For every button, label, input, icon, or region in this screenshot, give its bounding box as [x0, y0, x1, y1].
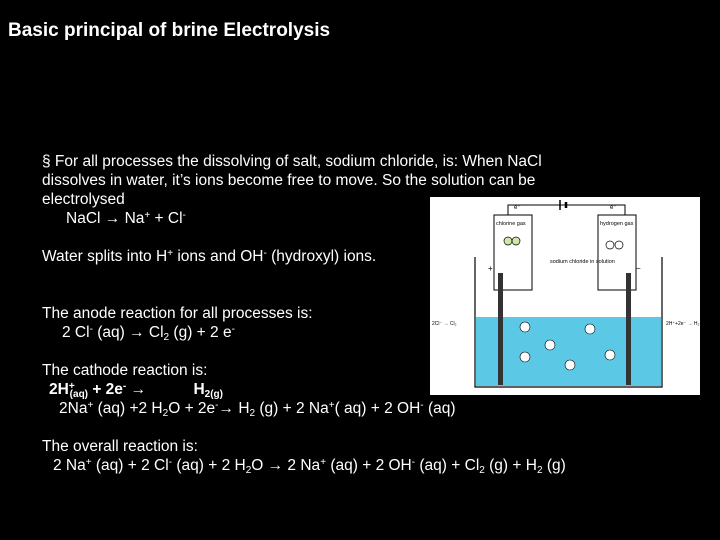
anode-plus-sign: + — [488, 264, 493, 273]
ion-oh-1 — [585, 324, 595, 334]
ion-cl-2 — [520, 352, 530, 362]
cathode-heading: The cathode reaction is: — [42, 362, 208, 379]
electrolysis-diagram — [430, 197, 700, 395]
cathode-equation-2: 2Na+ (aq) +2 $H_2O + 2e^-\to H_2$ (g) + 2 Na+( aq) + 2 OH- (aq) — [59, 400, 456, 419]
chlorine-gas-label: chlorine gas — [496, 221, 526, 227]
electrolysis-cell-illustration — [430, 197, 700, 395]
anode-equation: 2 Cl- $(aq) \to Cl_2$ (g) + 2 e- — [62, 324, 235, 343]
electron-label-top: e⁻ — [514, 205, 521, 211]
h2-molecule-right — [615, 241, 623, 249]
cl2-molecule-left — [504, 237, 512, 245]
overall-heading: The overall reaction is: — [42, 438, 198, 455]
anode-electrode — [498, 273, 503, 385]
intro-line-3: electrolysed — [42, 191, 125, 208]
intro-line-1: § For all processes the dissolving of salt, sodium chloride, is: When NaCl — [42, 153, 542, 170]
h2-molecule-left — [606, 241, 614, 249]
cathode-minus-sign: − — [636, 264, 641, 273]
intro-line-2: dissolves in water, it’s ions become free to move. So the solution can be — [42, 172, 536, 189]
electron-label-top-right: e⁻ — [610, 205, 617, 211]
cathode-electrode — [626, 273, 631, 385]
cathode-equation-1: $2H^+_{(aq)} + 2e^-$ → $H_{2(g)}$ — [49, 381, 223, 400]
cathode-reaction-label: 2H⁺+2e⁻ → H₂ — [666, 321, 700, 327]
hydrogen-gas-label: hydrogen gas — [600, 221, 634, 227]
anode-reaction-label: 2Cl⁻ → Cl₂ — [432, 321, 457, 327]
ion-cl-1 — [520, 322, 530, 332]
overall-equation: 2 Na+ (aq) + 2 Cl- (aq) + 2 $H_2O \to 2$ Na+ (aq) + 2 OH- $(aq) + Cl_2$ $(g) + H_2$ (g) — [53, 457, 566, 476]
title-bar — [0, 0, 720, 112]
ion-na-2 — [605, 350, 615, 360]
water-split-line: Water splits into H+ ions and OH- (hydroxyl) ions. — [42, 248, 377, 265]
brine-solution — [476, 317, 661, 386]
solution-label: sodium chloride in solution — [550, 259, 615, 265]
cl2-molecule-right — [512, 237, 520, 245]
slide-title: Basic principal of brine Electrolysis — [8, 20, 331, 41]
ion-na-1 — [545, 340, 555, 350]
ion-h-1 — [565, 360, 575, 370]
anode-heading: The anode reaction for all processes is: — [42, 305, 313, 322]
nacl-equation: NaCl → Na+ + Cl- — [66, 210, 186, 227]
